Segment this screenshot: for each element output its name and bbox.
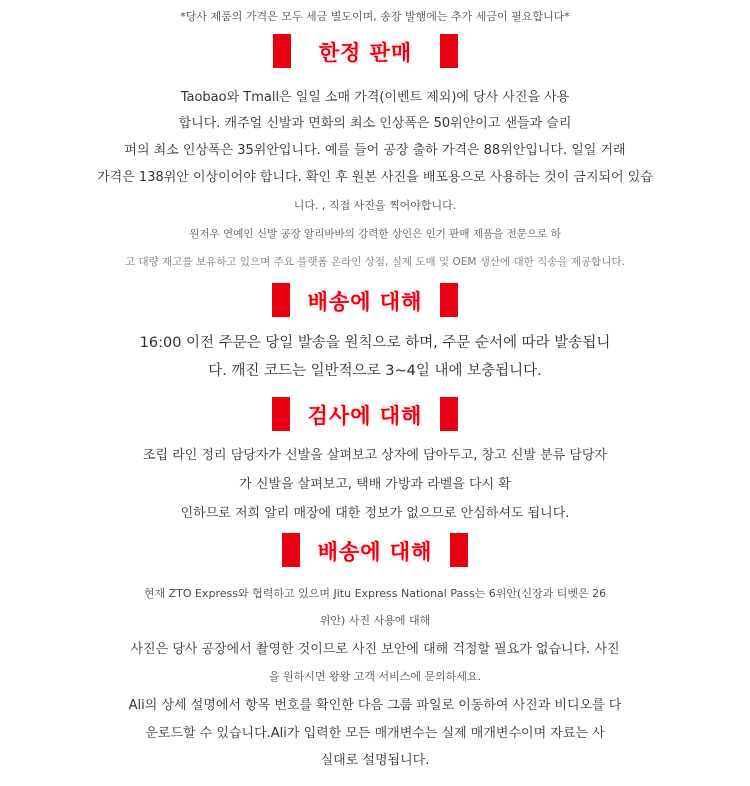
section-banner-delivery: [282, 533, 468, 567]
paragraph-line: 다. 깨진 코드는 일반적으로 3~4일 내에 보충됩니다.: [208, 363, 542, 379]
paragraph-line: 실대로 설명됩니다.: [320, 753, 430, 768]
paragraph-line: 16:00 이전 주문은 당일 발송을 원칙으로 하며, 주문 순서에 따라 발송됩니: [139, 335, 611, 351]
paragraph-line: 합니다. 캐주얼 신발과 면화의 최소 인상폭은 50위안이고 샌들과 슬리: [178, 116, 572, 131]
paragraph-line: 가격은 138위안 이상이어야 합니다. 확인 후 원본 사진을 배포용으로 사용하는 것이 금지되어 있습: [97, 170, 653, 185]
section-heading: 한정 판매: [318, 41, 413, 65]
section-banner-shipping: [272, 283, 458, 317]
tax-notice: *당사 제품의 가격은 모두 세금 별도이며, 송장 발행에는 추가 세금이 필요합니다*: [180, 10, 570, 23]
paragraph-line: 고 대량 재고를 보유하고 있으며 주요 플랫폼 온라인 상점, 실제 도매 및 OEM 생산에 대한 직송을 제공합니다.: [125, 256, 625, 268]
section-heading: 배송에 대해: [307, 290, 423, 314]
paragraph-line: 인하므로 저희 알리 매장에 대한 정보가 없으므로 안심하셔도 됩니다.: [180, 506, 570, 521]
section-banner-limited-sale: [273, 34, 458, 68]
paragraph-line: 을 원하시면 왕왕 고객 서비스에 문의하세요.: [268, 670, 482, 683]
section-heading: 검사에 대해: [307, 404, 423, 428]
paragraph-line: 니다. , 직접 사진을 찍어야합니다.: [293, 199, 457, 212]
section-heading: 배송에 대해: [317, 540, 433, 564]
paragraph-line: 운로드할 수 있습니다.Ali가 입력한 모든 매개변수는 실제 매개변수이며 자료는 사: [145, 726, 605, 741]
paragraph-line: 사진은 당사 공장에서 촬영한 것이므로 사진 보안에 대해 걱정할 필요가 없습니다. 사진: [130, 642, 620, 657]
paragraph-line: Taobao와 Tmall은 일일 소매 가격(이벤트 제외)에 당사 사진을 사용: [180, 90, 570, 105]
paragraph-line: 조립 라인 정리 담당자가 신발을 살펴보고 상자에 담아두고, 창고 신발 분류 담당자: [142, 448, 607, 463]
paragraph-line: 퍼의 최소 인상폭은 35위안입니다. 예를 들어 공장 출하 가격은 88위안입니다. 일일 거래: [124, 143, 626, 158]
paragraph-line: 현재 ZTO Express와 협력하고 있으며 Jitu Express National Pass는 6위안(신장과 티벳은 26: [143, 587, 607, 600]
paragraph-line: Ali의 상세 설명에서 항목 번호를 확인한 다음 그룹 파일로 이동하여 사진과 비디오를 다: [128, 698, 622, 713]
paragraph-line: 위안) 사진 사용에 대해: [319, 614, 431, 627]
paragraph-line: 원저우 연예인 신발 공장 알리바바의 강력한 상인은 인기 판매 제품을 전문으로 하: [189, 228, 561, 240]
paragraph-line: 가 신발을 살펴보고, 택배 가방과 라벨을 다시 확: [239, 477, 511, 492]
section-banner-inspection: [272, 397, 458, 431]
